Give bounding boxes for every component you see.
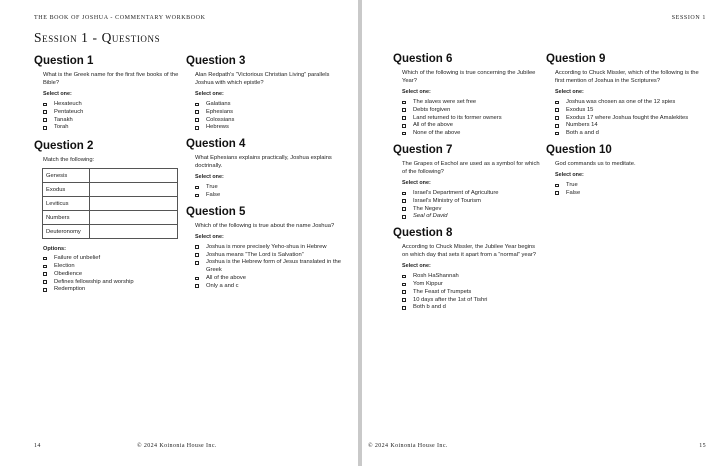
answer-option[interactable]: All of the above <box>195 275 342 283</box>
checkbox-icon[interactable] <box>555 132 559 136</box>
checkbox-icon[interactable] <box>402 101 406 105</box>
answer-option[interactable]: Both b and d <box>402 304 541 312</box>
right-page <box>362 0 720 466</box>
select-one-label: Select one: <box>555 89 584 95</box>
options-label: Options: <box>43 246 66 253</box>
answer-list <box>402 99 541 138</box>
page-number: 15 <box>699 443 706 449</box>
answer-option[interactable]: Only a and c <box>195 283 342 291</box>
right-column <box>546 53 706 204</box>
answer-option[interactable]: Rosh HaShannah <box>402 273 541 281</box>
table-row <box>43 197 178 211</box>
checkbox-icon[interactable] <box>43 280 47 284</box>
checkbox-icon[interactable] <box>402 132 406 136</box>
match-answer-cell[interactable] <box>90 197 178 211</box>
answer-option[interactable]: The Negev <box>402 206 541 214</box>
checkbox-icon[interactable] <box>195 261 199 265</box>
answer-option[interactable]: Land returned to its former owners <box>402 115 541 123</box>
answer-list <box>402 273 541 312</box>
answer-list <box>402 190 541 221</box>
checkbox-icon[interactable] <box>195 284 199 288</box>
checkbox-icon[interactable] <box>402 283 406 287</box>
match-option[interactable]: Redemption <box>43 286 184 294</box>
checkbox-icon[interactable] <box>43 288 47 292</box>
match-option[interactable]: Failure of unbelief <box>43 255 184 263</box>
answer-list <box>555 99 706 138</box>
select-one-label: Select one: <box>195 233 224 240</box>
checkbox-icon[interactable] <box>402 207 406 211</box>
answer-option[interactable]: Galatians <box>195 101 342 109</box>
checkbox-icon[interactable] <box>555 184 559 188</box>
answer-option[interactable]: True <box>195 184 342 192</box>
answer-option[interactable]: Israel's Department of Agriculture <box>402 190 541 198</box>
question-text: Which of the following is true concerning the Jubilee Year? <box>402 70 536 84</box>
match-option[interactable]: Defines fellowship and worship <box>43 279 184 287</box>
question-text: Alan Redpath's “Victorious Christian Living” parallels Joshua with which epistle? <box>195 72 330 86</box>
left-column <box>34 55 184 300</box>
select-one-label: Select one: <box>402 89 431 95</box>
checkbox-icon[interactable] <box>402 108 406 112</box>
checkbox-icon[interactable] <box>555 191 559 195</box>
checkbox-icon[interactable] <box>555 116 559 120</box>
checkbox-icon[interactable] <box>402 192 406 196</box>
question-9 <box>546 53 706 138</box>
table-row <box>43 169 178 183</box>
question-heading: Question 2 <box>34 140 94 153</box>
answer-option[interactable]: The slaves were set free <box>402 99 541 107</box>
copyright-footer: © 2024 Koinonia House Inc. <box>368 443 448 449</box>
question-8 <box>393 227 541 312</box>
checkbox-icon[interactable] <box>195 118 199 122</box>
checkbox-icon[interactable] <box>402 298 406 302</box>
checkbox-icon[interactable] <box>43 272 47 276</box>
question-7 <box>393 144 541 221</box>
answer-option[interactable]: Torah <box>43 124 184 132</box>
answer-option[interactable]: True <box>555 182 706 190</box>
answer-option[interactable]: Debts forgiven <box>402 107 541 115</box>
question-4 <box>186 138 342 200</box>
checkbox-icon[interactable] <box>195 253 199 257</box>
match-term: Leviticus <box>43 197 90 211</box>
checkbox-icon[interactable] <box>402 199 406 203</box>
select-one-label: Select one: <box>43 91 72 97</box>
question-heading: Question 8 <box>393 227 453 240</box>
answer-list <box>195 184 342 200</box>
answer-option[interactable]: Joshua is more precisely Yeho-shua in Hebrew <box>195 244 342 252</box>
select-one-label: Select one: <box>195 91 224 97</box>
answer-option[interactable]: False <box>195 192 342 200</box>
session-title: Session 1 - Questions <box>34 30 161 45</box>
copyright-footer: © 2024 Koinonia House Inc. <box>137 443 217 449</box>
checkbox-icon[interactable] <box>43 118 47 122</box>
running-head: THE BOOK OF JOSHUA - COMMENTARY WORKBOOK <box>34 15 206 21</box>
table-row <box>43 183 178 197</box>
answer-option[interactable]: Joshua is the Hebrew form of Jesus translated in the Greek <box>195 259 342 275</box>
match-answer-cell[interactable] <box>90 183 178 197</box>
checkbox-icon[interactable] <box>555 124 559 128</box>
options-list <box>43 255 184 294</box>
select-one-label: Select one: <box>555 171 584 178</box>
answer-option[interactable]: Joshua was chosen as one of the 12 spies <box>555 99 706 107</box>
checkbox-icon[interactable] <box>43 126 47 130</box>
question-text: The Grapes of Eschol are used as a symbol for which of the following? <box>402 160 540 175</box>
select-one-label: Select one: <box>402 179 431 186</box>
answer-option[interactable]: None of the above <box>402 130 541 138</box>
answer-option[interactable]: Seal of David <box>402 213 541 221</box>
match-answer-cell[interactable] <box>90 225 178 239</box>
question-heading: Question 6 <box>393 53 453 65</box>
answer-option[interactable]: 10 days after the 1st of Tishri <box>402 297 541 305</box>
question-text: Match the following: <box>43 157 95 164</box>
question-heading: Question 10 <box>546 143 612 156</box>
checkbox-icon[interactable] <box>402 215 406 219</box>
answer-option[interactable]: Hexateuch <box>43 101 184 109</box>
running-head: SESSION 1 <box>671 15 706 21</box>
answer-option[interactable]: False <box>555 190 706 198</box>
match-answer-cell[interactable] <box>90 169 178 183</box>
question-6 <box>393 53 541 138</box>
answer-option[interactable]: Numbers 14 <box>555 122 706 130</box>
match-term: Exodus <box>43 183 90 197</box>
match-option[interactable]: Obedience <box>43 271 184 279</box>
question-text: What Ephesians explains practically, Joshua explains doctrinally. <box>195 155 332 170</box>
left-column <box>393 53 541 318</box>
answer-option[interactable]: Tanakh <box>43 117 184 125</box>
checkbox-icon[interactable] <box>195 103 199 107</box>
checkbox-icon[interactable] <box>43 265 47 269</box>
match-term: Deuteronomy <box>43 225 90 239</box>
table-row <box>43 211 178 225</box>
checkbox-icon[interactable] <box>43 257 47 261</box>
answer-list <box>43 101 184 132</box>
question-text: According to Chuck Missler, which of the following is the first mention of Joshua in the Scriptures? <box>555 70 699 84</box>
answer-option[interactable]: Hebrews <box>195 124 342 132</box>
checkbox-icon[interactable] <box>43 103 47 107</box>
answer-option[interactable]: Yom Kippur <box>402 281 541 289</box>
checkbox-icon[interactable] <box>195 245 199 249</box>
match-term: Numbers <box>43 211 90 225</box>
answer-option[interactable]: Both a and d <box>555 130 706 138</box>
question-text: What is the Greek name for the first five books of the Bible? <box>43 72 179 86</box>
checkbox-icon[interactable] <box>195 277 199 281</box>
matching-table <box>42 168 178 239</box>
question-text: God commands us to meditate. <box>555 160 636 167</box>
answer-list <box>195 244 342 291</box>
checkbox-icon[interactable] <box>195 186 199 190</box>
page-number: 14 <box>34 443 41 449</box>
answer-option[interactable]: All of the above <box>402 122 541 130</box>
match-term: Genesis <box>43 169 90 183</box>
answer-option[interactable]: Pentateuch <box>43 109 184 117</box>
match-answer-cell[interactable] <box>90 211 178 225</box>
match-option[interactable]: Election <box>43 263 184 271</box>
checkbox-icon[interactable] <box>195 194 199 198</box>
checkbox-icon[interactable] <box>43 110 47 114</box>
answer-option[interactable]: Ephesians <box>195 109 342 117</box>
answer-option[interactable]: Exodus 17 where Joshua fought the Amalekites <box>555 115 706 123</box>
checkbox-icon[interactable] <box>555 101 559 105</box>
answer-list <box>195 101 342 132</box>
left-page <box>0 0 358 466</box>
checkbox-icon[interactable] <box>195 110 199 114</box>
answer-option[interactable]: Colossians <box>195 117 342 125</box>
checkbox-icon[interactable] <box>402 116 406 120</box>
question-heading: Question 3 <box>186 55 246 67</box>
right-column <box>186 55 342 297</box>
question-5 <box>186 206 342 291</box>
checkbox-icon[interactable] <box>402 290 406 294</box>
question-text: According to Chuck Missler, the Jubilee Year begins on which day that sets it apart from a “normal” year? <box>402 244 537 259</box>
table-row <box>43 225 178 239</box>
select-one-label: Select one: <box>402 263 431 270</box>
question-2 <box>34 140 184 294</box>
checkbox-icon[interactable] <box>555 108 559 112</box>
answer-list <box>555 182 706 198</box>
checkbox-icon[interactable] <box>402 306 406 310</box>
question-heading: Question 7 <box>393 143 453 156</box>
question-text: Which of the following is true about the name Joshua? <box>195 222 335 229</box>
question-3 <box>186 55 342 132</box>
checkbox-icon[interactable] <box>402 275 406 279</box>
answer-option[interactable]: Exodus 15 <box>555 107 706 115</box>
select-one-label: Select one: <box>195 174 224 181</box>
answer-option[interactable]: The Feast of Trumpets <box>402 289 541 297</box>
checkbox-icon[interactable] <box>402 124 406 128</box>
question-heading: Question 4 <box>186 138 246 151</box>
question-heading: Question 5 <box>186 205 246 218</box>
answer-option[interactable]: Joshua means “The Lord is Salvation” <box>195 252 342 260</box>
question-1 <box>34 55 184 132</box>
answer-option[interactable]: Israel's Ministry of Tourism <box>402 198 541 206</box>
question-heading: Question 1 <box>34 55 94 67</box>
question-heading: Question 9 <box>546 53 606 65</box>
question-10 <box>546 144 706 198</box>
checkbox-icon[interactable] <box>195 126 199 130</box>
